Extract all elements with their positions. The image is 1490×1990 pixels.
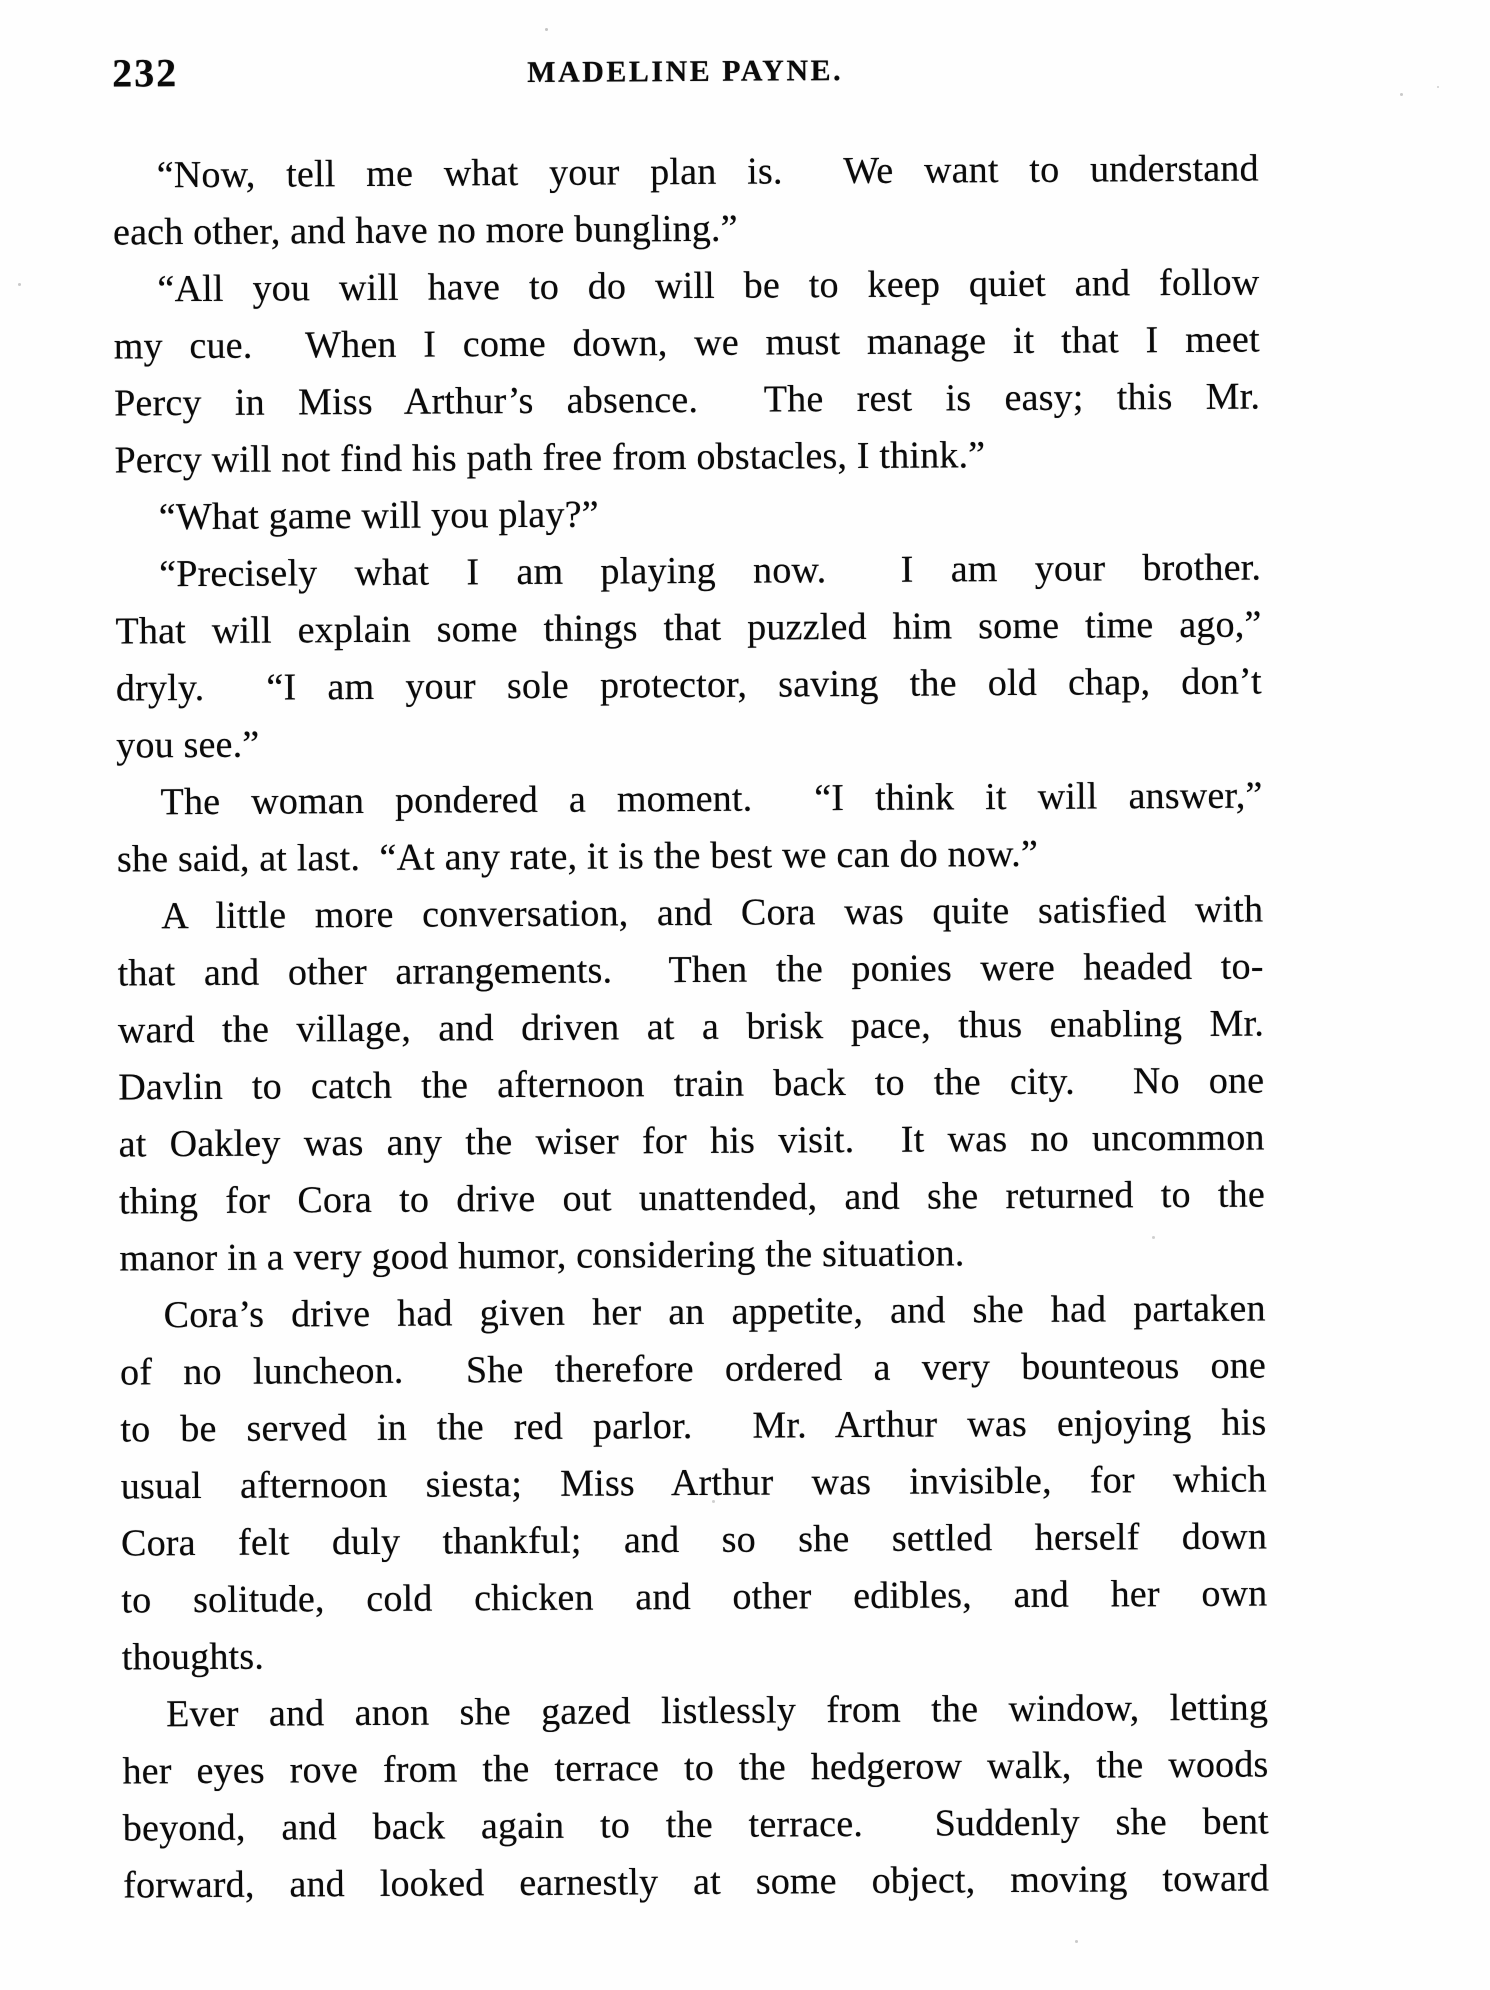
paragraph (115, 539, 1262, 774)
scan-speck (1075, 1940, 1078, 1943)
paragraph (113, 254, 1260, 489)
text-line: manor in a very good humor, considering the situation. (119, 1232, 965, 1280)
text-line: Percy will not find his path free from obstacles, I think.” (114, 434, 986, 482)
text-line: she said, at last. “At any rate, it is the best we can do now.” (116, 832, 1039, 881)
text-line: at Oakley was any the wiser for his visit. It was no uncommon (118, 1116, 1265, 1166)
paragraph (113, 140, 1260, 261)
text-line: forward, and looked earnestly at some object, moving toward (123, 1857, 1270, 1907)
page-number: 232 (111, 50, 179, 96)
text-line: “What game will you play?” (158, 493, 599, 539)
text-line: The woman pondered a moment. “I think it will answer,” (160, 774, 1263, 824)
text-line: that and other arrangements. Then the ponies were headed to- (117, 945, 1264, 995)
running-title: MADELINE PAYNE. (527, 54, 844, 89)
text-line: Cora’s drive had given her an appetite, and she had partaken (163, 1287, 1266, 1337)
paragraph (115, 482, 1261, 546)
text-line: ward the village, and driven at a brisk pace, thus enabling Mr. (117, 1002, 1265, 1052)
text-line: to solitude, cold chicken and other edibles, and her own (121, 1572, 1268, 1622)
text-line: beyond, and back again to the terrace. Suddenly she bent (122, 1800, 1269, 1850)
text-line: of no luncheon. She therefore ordered a very bounteous one (119, 1344, 1267, 1394)
text-line: Ever and anon she gazed listlessly from the window, letting (166, 1686, 1269, 1736)
text-line: my cue. When I come down, we must manage it that I meet (113, 318, 1260, 368)
paragraph (117, 881, 1265, 1287)
paragraph (120, 1280, 1268, 1686)
scan-speck (1437, 86, 1439, 88)
text-line: thoughts. (121, 1635, 265, 1679)
text-line: her eyes rove from the terrace to the hedgerow walk, the woods (122, 1743, 1269, 1793)
paragraph (116, 767, 1263, 888)
scan-speck (1400, 93, 1403, 96)
scan-speck (712, 1500, 715, 1503)
scan-speck (18, 283, 21, 286)
running-header (112, 46, 1258, 95)
scan-speck (1152, 1236, 1155, 1239)
scan-speck (545, 28, 548, 31)
text-line: “Now, tell me what your plan is. We want to understand (156, 147, 1259, 197)
text-line: usual afternoon siesta; Miss Arthur was invisible, for which (120, 1458, 1267, 1508)
text-line: Percy in Miss Arthur’s absence. The rest is easy; this Mr. (114, 375, 1261, 425)
text-line: “Precisely what I am playing now. I am your brother. (159, 546, 1262, 596)
text-block (113, 140, 1270, 1914)
text-line: Davlin to catch the afternoon train back to the city. No one (118, 1059, 1265, 1109)
text-line: thing for Cora to drive out unattended, and she returned to the (118, 1173, 1266, 1223)
paragraph (122, 1679, 1269, 1914)
text-line: “All you will have to do will be to keep quiet and follow (157, 261, 1260, 311)
text-line: dryly. “I am your sole protector, saving the old chap, don’t (115, 660, 1262, 710)
text-line: A little more conversation, and Cora was quite satisfied with (161, 888, 1264, 938)
text-line: Cora felt duly thankful; and so she settled herself down (120, 1515, 1268, 1565)
text-line: to be served in the red parlor. Mr. Arthur was enjoying his (120, 1401, 1267, 1451)
text-line: you see.” (116, 723, 260, 767)
page-content (112, 46, 1269, 1914)
text-line: each other, and have no more bungling.” (112, 207, 738, 254)
text-line: That will explain some things that puzzled him some time ago,” (115, 603, 1262, 653)
